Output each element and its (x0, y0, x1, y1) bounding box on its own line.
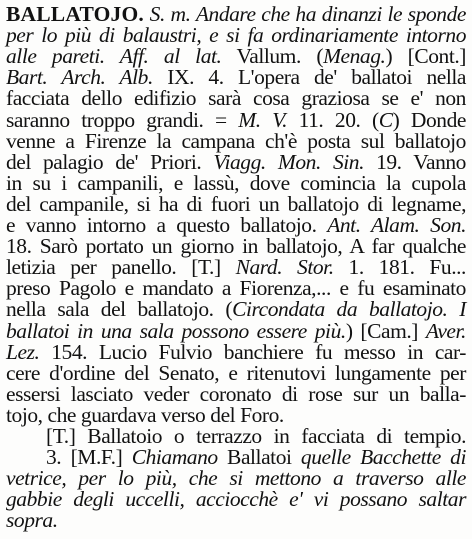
italic-text: per lo più di balaustri, e si fa ordinariamente intorno (6, 23, 466, 48)
text-segment: Ballatoi (217, 445, 301, 470)
italic-text: C (378, 107, 393, 132)
text-segment: ) Donde (392, 107, 466, 132)
text-segment: venne a Firenze la campana ch'è posta sul ballatojo (6, 128, 466, 153)
text-segment: letizia per panello. [T.] (6, 255, 236, 280)
italic-text: sopra. (6, 508, 58, 533)
text-segment: tojo, che guardava verso del Foro. (6, 402, 284, 427)
text-segment: facciata dello edifizio sarà cosa graziosa se e' non (6, 86, 466, 111)
text-segment: ) [Cont.] (385, 44, 466, 69)
italic-text: Aver. (425, 318, 466, 343)
text-segment: essersi lasciato veder coronato di rose sur un balla- (6, 381, 466, 406)
text-segment: 1. 181. Fu... (333, 255, 466, 280)
italic-text: M. V. (238, 107, 288, 132)
italic-text: vetrice, per lo più, che si mettono a traverso alle (6, 466, 466, 491)
text-segment: [T.] Ballatoio o terrazzo in facciata di tempio. (46, 424, 466, 448)
text-segment: saranno troppo grandi. = (6, 107, 239, 132)
text-segment: 18. Sarò portato un giorno in ballatojo, A far qualche (6, 234, 466, 259)
text-segment: 154. Lucio Fulvio banchiere fu messo in car- (39, 339, 466, 364)
text-segment: 3. [M.F.] (46, 445, 132, 470)
italic-text: alle pareti. Aff. al lat. (6, 44, 222, 69)
italic-text: ballatoi in una sala possono essere più. (6, 318, 346, 343)
italic-text: Lez. (6, 339, 40, 364)
italic-text: gabbie degli uccelli, acciocchè e' vi possano saltar (6, 487, 466, 512)
headword: BALLATOJO. (6, 2, 145, 26)
text-segment: ) [Cam.] (345, 318, 426, 343)
italic-text: Nard. Stor. (235, 255, 334, 280)
italic-text: Circondata da ballatojo. I (232, 297, 466, 322)
text-segment: del campanile, si ha di fuori un ballatojo di legname, (6, 191, 466, 216)
italic-text: Viagg. Mon. Sin. (213, 149, 364, 174)
italic-text: Menag. (323, 44, 386, 69)
text-segment: preso Pagolo e mandato a Fiorenza,... e fu esaminato (6, 276, 466, 301)
text-segment: 19. Vanno (364, 149, 466, 174)
text-segment: IX. 4. L'opera de' ballatoi nella (152, 65, 466, 90)
italic-text: quelle Bacchette di (300, 445, 466, 470)
italic-text: Ant. Alam. Son. (327, 213, 466, 237)
text-line (6, 508, 466, 532)
text-segment: nella sala del ballatojo. ( (6, 297, 233, 322)
text-segment: 11. 20. ( (287, 107, 379, 132)
italic-text: S. m. Andare che ha dinanzi le sponde (144, 2, 466, 26)
text-segment: e vanno intorno a questo ballatojo. (6, 213, 328, 237)
text-segment: del palagio de' Priori. (6, 149, 214, 174)
italic-text: Chiamano (131, 445, 218, 470)
text-segment: Vallum. ( (221, 44, 324, 69)
text-segment: cere d'ordine del Senato, e ritenutovi lungamente per (6, 360, 466, 385)
text-segment: in su i campanili, e lassù, dove comincia la cupola (6, 170, 466, 195)
italic-text: Bart. Arch. Alb. (6, 65, 153, 90)
